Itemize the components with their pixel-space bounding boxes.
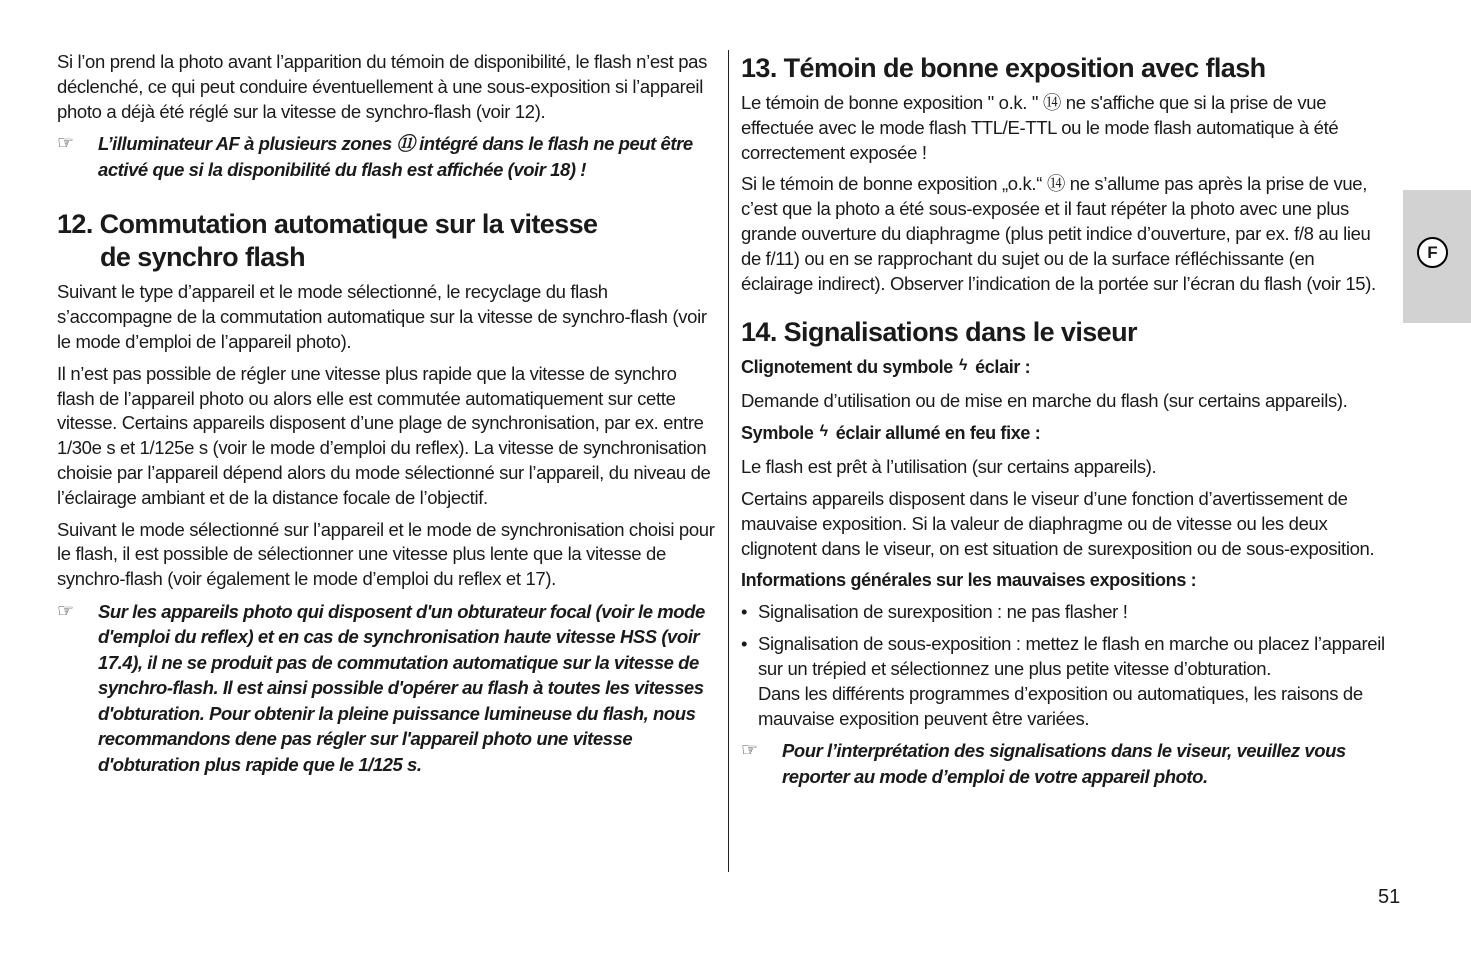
bullet-overexposure [741,600,1386,625]
steady-symbol-subheading [741,421,1386,447]
right-column [741,50,1386,796]
steady-subheading-part1: Symbole [741,423,814,444]
bullet-underexposure-continuation: Dans les différents programmes d’exposition ou automatiques, les raisons de mauvaise exposition peuvent être variées. [758,682,1363,729]
blink-paragraph: Demande d’utilisation ou de mise en marche du flash (sur certains appareils). [741,390,1348,412]
blink-subheading-part2: éclair : [975,357,1031,378]
bullet-icon: • [741,601,748,623]
bullet-icon: • [741,633,748,655]
blink-subheading-part1: Clignotement du symbole [741,357,953,378]
section-13-title: 13. Témoin de bonne exposition avec flash [741,53,1266,83]
left-column [57,50,717,784]
page-number: 51 [1378,886,1401,908]
steady-subheading-part2: éclair allumé en feu fixe : [835,423,1041,444]
language-badge: F [1417,237,1448,268]
section-12-title-line2: de synchro flash [100,242,305,273]
section-12-title-line1: 12. Commutation automatique sur la vitesse [57,209,598,240]
column-divider [728,50,729,872]
pointing-hand-icon: ☞ [57,133,74,155]
lightning-bolt-icon: ϟ [958,357,968,375]
section-12-paragraph-3: Suivant le mode sélectionné sur l’appareil et le mode de synchronisation choisi pour le flash, il est possible de sélectionner une vitesse plus lente que la vitesse de synchro-flash (voir également le mode d’emploi du reflex et 17). [57,518,715,590]
section-13-paragraph-1: Le témoin de bonne exposition " o.k. " ⑭ ne s'affiche que si la prise de vue effectuée avec le mode flash TTL/E-TTL ou le mode flash automatique à été correctement exposée ! [741,92,1339,163]
focal-shutter-note [57,599,717,778]
warning-paragraph: Certains appareils disposent dans le viseur d’une fonction d’avertissement de mauvaise exposition. Si la valeur de diaphragme ou de vitesse ou les deux clignotent dans le viseur, on est situation de surexposition ou de sous-exposition. [741,487,1375,559]
blink-symbol-subheading [741,355,1386,381]
intro-paragraph: Si l’on prend la photo avant l’apparition du témoin de disponibilité, le flash n’est pas déclenché, ce qui peut conduire éventuellement à une sous-exposition si l’appareil photo a déjà été réglé sur la vitesse de synchro-flash (voir 12). [57,51,708,122]
pointing-hand-icon: ☞ [741,740,758,762]
viewfinder-note [741,738,1386,789]
section-13-paragraph-2: Si le témoin de bonne exposition „o.k.“ ⑭ ne s’allume pas après la prise de vue, c’est que la photo a été sous-exposée et il faut répéter la photo avec une plus grande ouverture du diaphragme (plus petit indice d’ouverture, par ex. f/8 au lieu de f/11) ou en se rapprochant du sujet ou de la surface réfléchissante (en éclairage indirect). Observer l’indication de la portée sur l’écran du flash (voir 15). [741,173,1376,294]
language-tab [1403,190,1471,323]
viewfinder-note-text: Pour l’interprétation des signalisations dans le viseur, veuillez vous reporter au mode d’emploi de votre appareil photo. [782,740,1346,787]
af-illuminator-note [57,131,717,182]
section-14-title: 14. Signalisations dans le viseur [741,317,1137,348]
pointing-hand-icon: ☞ [57,600,74,622]
bullet-underexposure-text: Signalisation de sous-exposition : mettez le flash en marche ou placez l’appareil sur un trépied et sélectionnez une plus petite vitesse d’obturation. [758,633,1385,679]
steady-paragraph: Le flash est prêt à l’utilisation (sur certains appareils). [741,456,1157,478]
section-12-title [57,208,717,274]
bullet-underexposure [741,632,1386,731]
section-12-paragraph-1: Suivant le type d’appareil et le mode sélectionné, le recyclage du flash s’accompagne de la commutation automatique sur la vitesse de synchro-flash (voir le mode d’emploi de l’appareil photo). [57,281,707,352]
lightning-bolt-icon: ϟ [819,423,828,441]
section-12-paragraph-2: Il n’est pas possible de régler une vitesse plus rapide que la vitesse de synchro flash de l’appareil photo ou alors elle est commutée automatiquement sur cette vitesse. Certains appareils disposent d’une plage de synchronisation, par ex. entre 1/30e s et 1/125e s (voir le mode d’emploi du reflex). La vitesse de synchronisation choisie par l’appareil dépend alors du mode sélectionné sur l’appareil, du niveau de l’éclairage ambiant et de la distance focale de l’objectif. [57,362,711,508]
focal-shutter-note-text: Sur les appareils photo qui disposent d'un obturateur focal (voir le mode d'emploi du reflex) et en cas de synchronisation haute vitesse HSS (voir 17.4), il ne se produit pas de commutation automatique sur la vitesse de synchro-flash. Il est ainsi possible d'opérer au flash à toutes les vitesses d'obturation. Pour obtenir la pleine puissance lumineuse du flash, nous recommandons dene pas régler sur l'appareil photo une vitesse d'obturation plus rapide que le 1/125 s. [98,600,705,775]
general-info-subheading: Informations générales sur les mauvaises expositions : [741,570,1197,591]
bullet-overexposure-text: Signalisation de surexposition : ne pas flasher ! [758,601,1128,623]
af-illuminator-note-text: L’illuminateur AF à plusieurs zones ⑪ intégré dans le flash ne peut être activé que si la disponibilité du flash est affichée (voir 18) ! [98,133,693,180]
